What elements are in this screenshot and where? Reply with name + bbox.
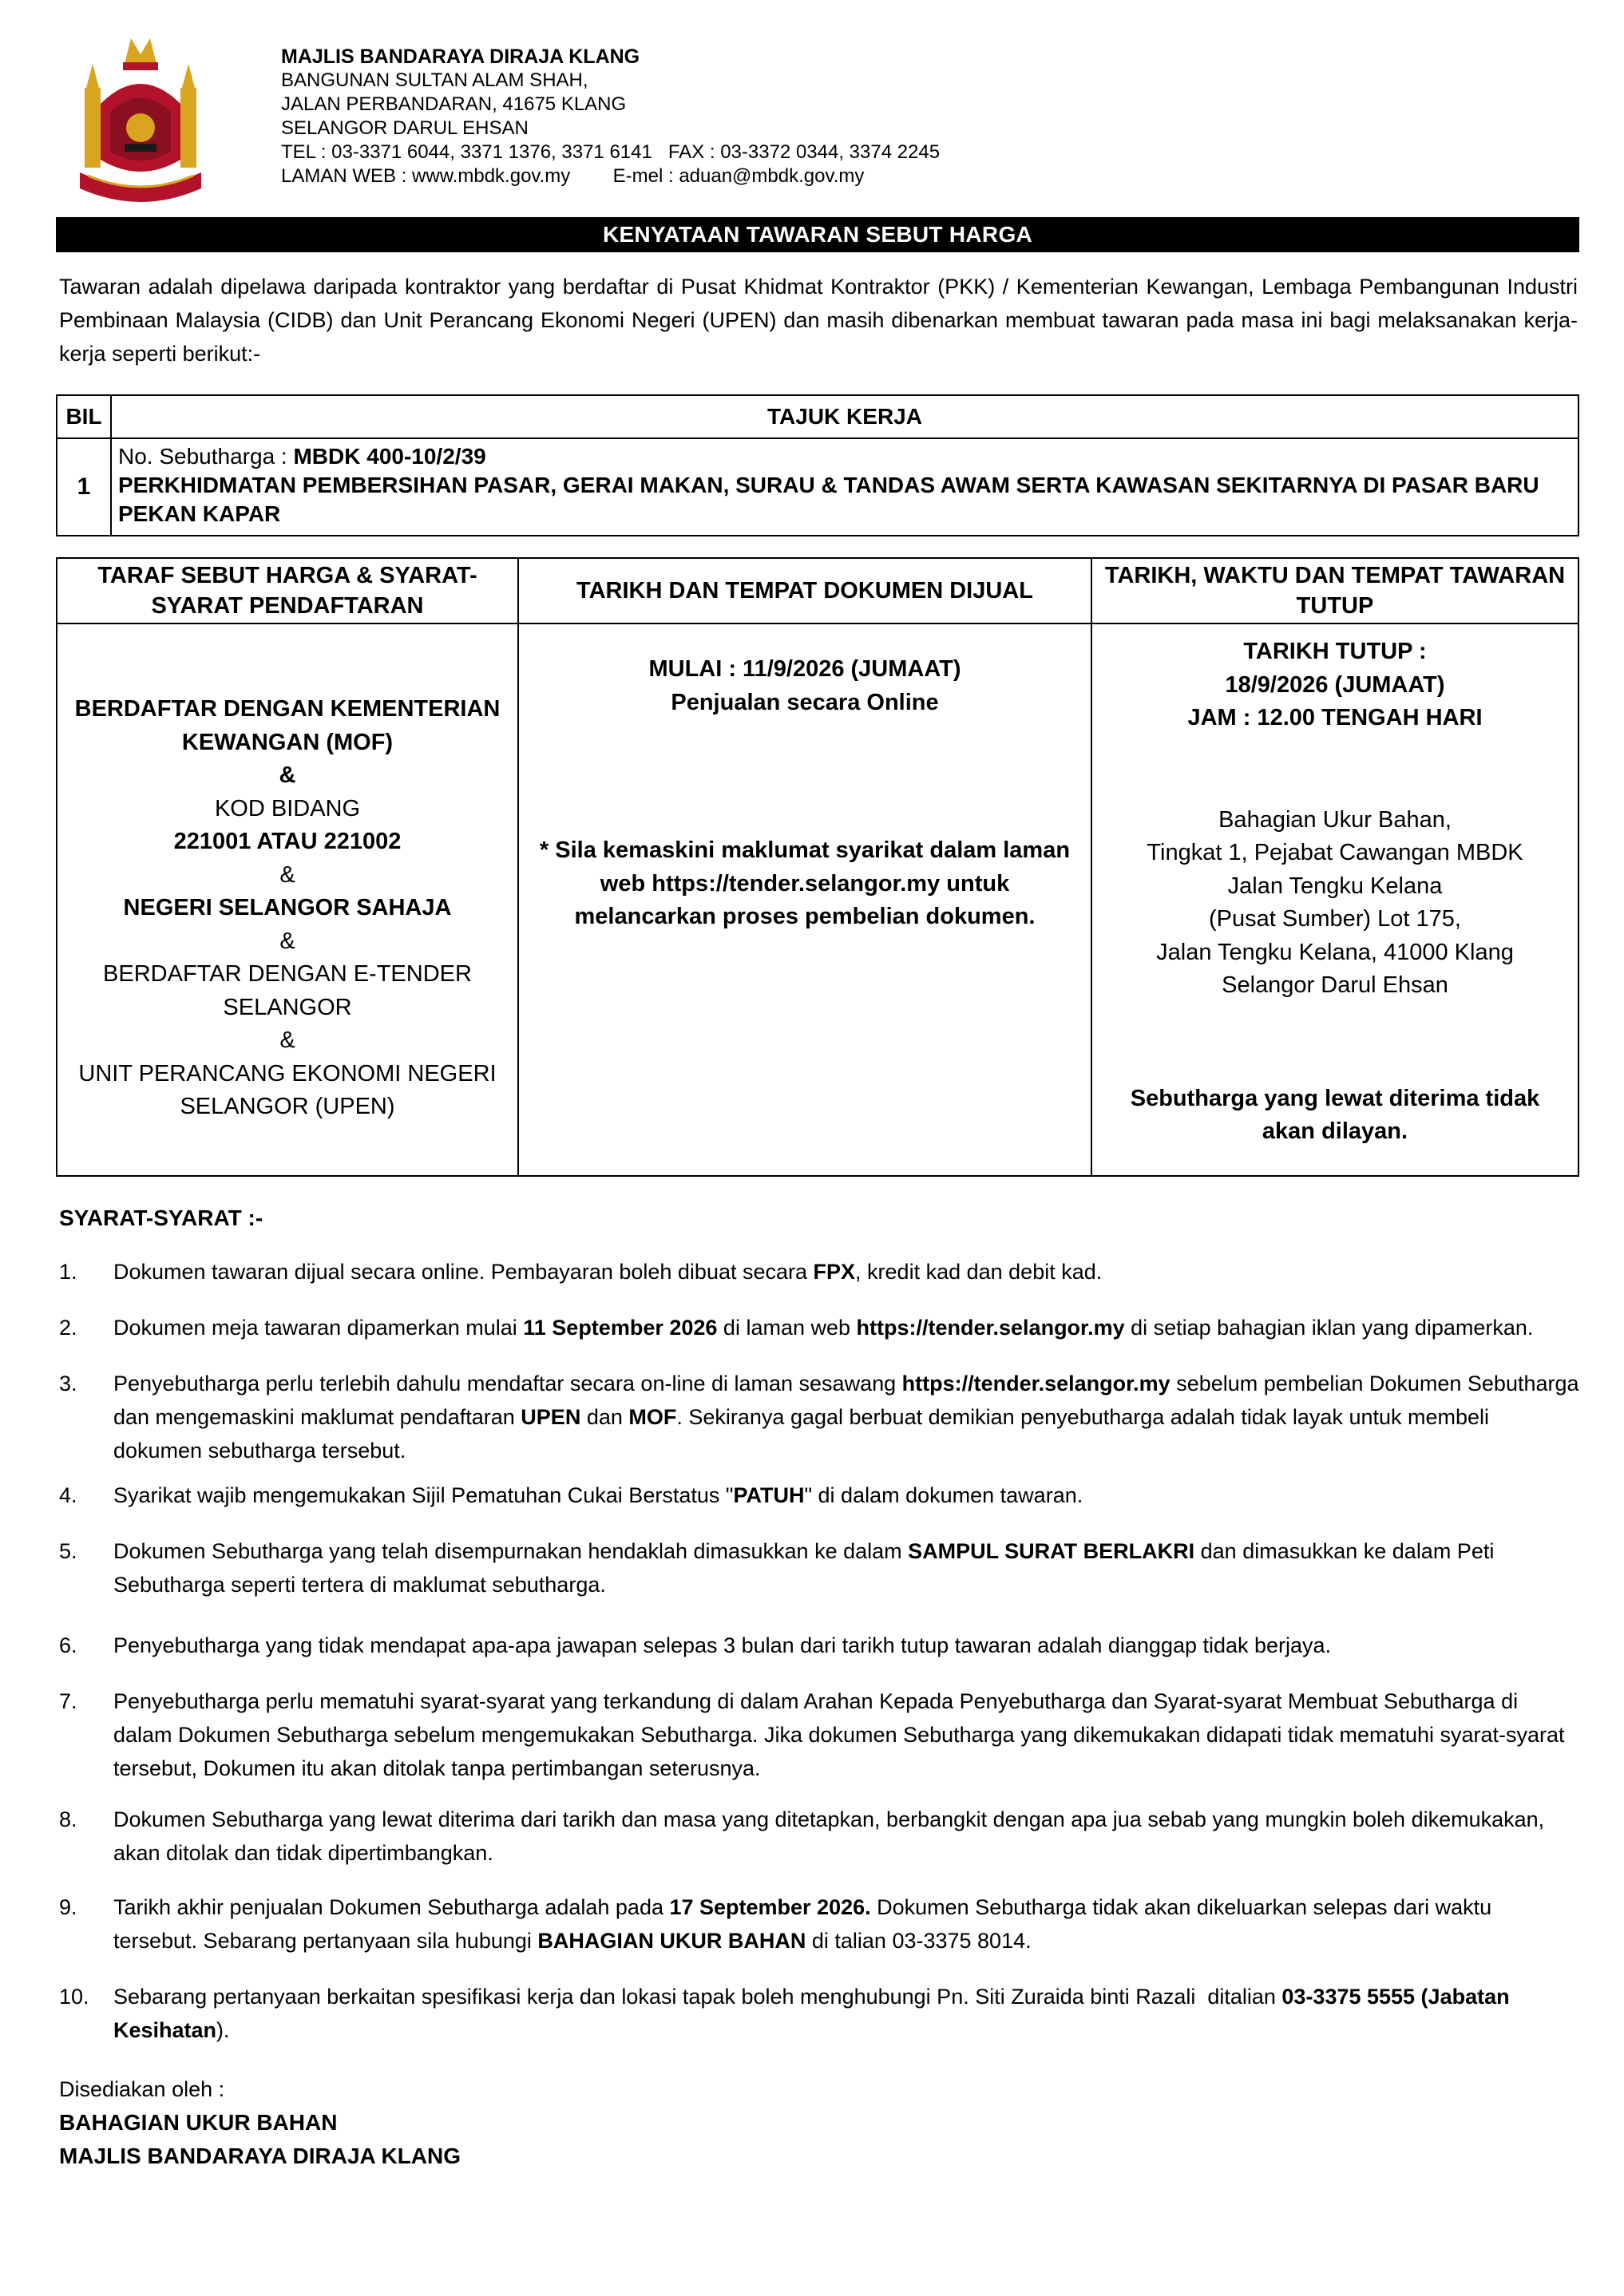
condition-text: [113, 1684, 1581, 1785]
condition-emphasis: PATUH: [733, 1483, 805, 1507]
condition-number: 2.: [59, 1316, 77, 1340]
header-registration: TARAF SEBUT HARGA & SYARAT-SYARAT PENDAFTARAN: [57, 558, 518, 623]
condition-item: [59, 1803, 1581, 1870]
address-line: Bahagian Ukur Bahan,: [1218, 806, 1452, 833]
condition-number: 7.: [59, 1689, 77, 1713]
condition-segment: Dokumen meja tawaran dipamerkan mulai: [113, 1316, 524, 1340]
work-title-table: [56, 394, 1579, 536]
row-number: 1: [57, 438, 111, 536]
phone-fax: TEL : 03-3371 6044, 3371 1376, 3371 6141 FAX : 03-3372 0344, 3374 2245: [281, 141, 941, 163]
closing-address: [1102, 804, 1568, 1003]
amp: &: [279, 1027, 295, 1053]
council-crest-icon: [77, 32, 204, 204]
condition-text: [113, 1255, 1581, 1289]
condition-item: [59, 1534, 1581, 1601]
condition-emphasis: FPX: [813, 1260, 856, 1284]
condition-item: [59, 1684, 1581, 1785]
header-document-sale: TARIKH DAN TEMPAT DOKUMEN DIJUAL: [518, 558, 1091, 623]
reg-kod-value: 221001 ATAU 221002: [173, 829, 402, 854]
intro-paragraph: Tawaran adalah dipelawa daripada kontraktor yang berdaftar di Pusat Khidmat Kontraktor (PKK) / Kementerian Kewangan, Lembaga Pembangunan Industri Pembinaan Malaysia (CIDB) dan Unit Perancang Ekonomi Negeri (UPEN) dan masih dibenarkan membuat tawaran pada masa ini bagi melaksanakan kerja-kerja seperti berikut:-: [59, 275, 1578, 366]
condition-number: 10.: [59, 1985, 89, 2009]
condition-segment: Penyebutharga perlu terlebih dahulu mendaftar secara on-line di laman sesawang: [113, 1372, 902, 1395]
address-line: Jalan Tengku Kelana: [1227, 873, 1443, 899]
condition-segment: . Sekiranya gagal berbuat demikian penyebutharga adalah tidak layak untuk membeli dokumen sebutharga tersebut.: [113, 1405, 1495, 1463]
address-line: Selangor Darul Ehsan: [1222, 972, 1448, 998]
condition-item: [59, 1479, 1581, 1512]
condition-segment: Dokumen tawaran dijual secara online. Pembayaran boleh dibuat secara: [113, 1260, 814, 1284]
condition-segment: , kredit kad dan debit kad.: [855, 1260, 1103, 1284]
closing-date: 18/9/2026 (JUMAAT): [1225, 671, 1445, 698]
condition-item: [59, 1311, 1581, 1344]
condition-segment: Dokumen Sebutharga yang telah disempurnakan hendaklah dimasukkan ke dalam: [113, 1539, 909, 1563]
condition-text: [113, 1803, 1581, 1870]
reg-kod-bidang: KOD BIDANG: [214, 795, 361, 821]
condition-item: [59, 1367, 1586, 1467]
ref-label: No. Sebutharga :: [118, 444, 294, 469]
col-bil-header: BIL: [57, 395, 111, 438]
condition-item: [59, 1890, 1581, 1958]
condition-text: [113, 1629, 1581, 1662]
condition-number: 4.: [59, 1483, 77, 1507]
ref-value: MBDK 400-10/2/39: [293, 444, 486, 469]
condition-segment: Penyebutharga perlu mematuhi syarat-syarat yang terkandung di dalam Arahan Kepada Penyebutharga dan Syarat-syarat Membuat Sebutharga di dalam Dokumen Sebutharga sebelum mengemukakan Sebutharga. Jika dokumen Sebutharga yang dikemukakan didapati tidak mematuhi syarat-syarat tersebut, Dokumen itu akan ditolak tanpa pertimbangan seterusnya.: [113, 1689, 1571, 1780]
web-email: LAMAN WEB : www.mbdk.gov.my E-mel : aduan@mbdk.gov.my: [281, 165, 865, 187]
condition-emphasis: 17 September 2026.: [669, 1895, 871, 1919]
reg-upen: UNIT PERANCANG EKONOMI NEGERI SELANGOR (UPEN): [78, 1060, 497, 1119]
col-tajuk-header: TAJUK KERJA: [111, 395, 1578, 438]
condition-segment: dan: [580, 1405, 629, 1429]
condition-segment: di talian 03-3375 8014.: [806, 1929, 1032, 1953]
condition-segment: Dokumen Sebutharga tidak akan dikeluarkan selepas dari waktu tersebut. Sebarang pertanyaan sila hubungi: [113, 1895, 1498, 1953]
condition-text: [113, 1534, 1581, 1601]
condition-text: [113, 1890, 1581, 1958]
document-sale-cell: [518, 623, 1091, 1176]
notice-banner: KENYATAAN TAWARAN SEBUT HARGA: [56, 217, 1579, 252]
condition-number: 8.: [59, 1807, 77, 1831]
condition-number: 6.: [59, 1633, 77, 1657]
closing-time: JAM : 12.00 TENGAH HARI: [1187, 705, 1483, 730]
condition-emphasis: https://tender.selangor.my: [901, 1372, 1170, 1395]
address-line-1: BANGUNAN SULTAN ALAM SHAH,: [281, 69, 588, 91]
sale-online: Penjualan secara Online: [671, 689, 939, 715]
condition-text: [113, 1479, 1581, 1512]
condition-item: [59, 1629, 1581, 1662]
condition-emphasis: 11 September 2026: [523, 1316, 718, 1340]
address-line-2: JALAN PERBANDARAN, 41675 KLANG: [281, 93, 627, 115]
condition-text: [113, 1980, 1581, 2047]
condition-number: 5.: [59, 1539, 77, 1563]
conditions-title: SYARAT-SYARAT :-: [59, 1205, 263, 1230]
registration-cell: [57, 623, 518, 1176]
condition-item: [59, 1255, 1581, 1289]
condition-segment: " di dalam dokumen tawaran.: [804, 1483, 1083, 1507]
amp: &: [279, 928, 295, 954]
condition-segment: Dokumen Sebutharga yang lewat diterima dari tarikh dan masa yang ditetapkan, berbangkit dengan apa jua sebab yang mungkin boleh dikemukakan, akan ditolak dan tidak dipertimbangkan.: [113, 1807, 1551, 1865]
address-line: (Pusat Sumber) Lot 175,: [1209, 906, 1461, 932]
sale-start: MULAI : 11/9/2026 (JUMAAT): [648, 656, 961, 682]
condition-emphasis: UPEN: [521, 1405, 581, 1429]
quotation-details-table: [56, 557, 1579, 1177]
reg-negeri: NEGERI SELANGOR SAHAJA: [123, 895, 452, 920]
header-closing: TARIKH, WAKTU DAN TEMPAT TAWARAN TUTUP: [1091, 558, 1578, 623]
closing-cell: [1091, 623, 1578, 1176]
condition-segment: Penyebutharga yang tidak mendapat apa-apa jawapan selepas 3 bulan dari tarikh tutup tawaran adalah dianggap tidak berjaya.: [113, 1633, 1332, 1657]
condition-segment: di laman web: [717, 1316, 857, 1340]
amp: &: [279, 861, 295, 888]
condition-segment: Tarikh akhir penjualan Dokumen Sebutharga adalah pada: [113, 1895, 670, 1919]
org-name: MAJLIS BANDARAYA DIRAJA KLANG: [281, 46, 640, 68]
condition-emphasis: 03-3375 5555 (Jabatan Kesihatan: [113, 1985, 1516, 2042]
condition-segment: Sebarang pertanyaan berkaitan spesifikasi kerja dan lokasi tapak boleh menghubungi Pn. Siti Zuraida binti Razali ditalian: [113, 1985, 1282, 2009]
condition-number: 9.: [59, 1895, 77, 1919]
condition-segment: Syarikat wajib mengemukakan Sijil Pematuhan Cukai Berstatus ": [113, 1483, 734, 1507]
letterhead: [281, 45, 940, 188]
condition-emphasis: https://tender.selangor.my: [856, 1316, 1125, 1340]
condition-segment: ).: [216, 2018, 230, 2042]
prepared-dept: BAHAGIAN UKUR BAHAN: [59, 2110, 338, 2135]
reg-mof: BERDAFTAR DENGAN KEMENTERIAN KEWANGAN (MOF): [74, 696, 501, 755]
work-title: PERKHIDMATAN PEMBERSIHAN PASAR, GERAI MAKAN, SURAU & TANDAS AWAM SERTA KAWASAN SEKITARNYA DI PASAR BARU PEKAN KAPAR: [118, 473, 1539, 526]
prepared-org: MAJLIS BANDARAYA DIRAJA KLANG: [59, 2144, 461, 2168]
condition-item: [59, 1980, 1581, 2047]
amp: &: [279, 762, 296, 788]
work-cell: [111, 438, 1578, 536]
closing-label: TARIKH TUTUP :: [1243, 639, 1427, 664]
prepared-label: Disediakan oleh :: [59, 2077, 225, 2101]
reg-etender: BERDAFTAR DENGAN E-TENDER SELANGOR: [103, 961, 472, 1020]
condition-number: 3.: [59, 1372, 77, 1395]
late-notice: Sebutharga yang lewat diterima tidak akan dilayan.: [1130, 1085, 1540, 1144]
condition-emphasis: MOF: [628, 1405, 677, 1429]
condition-emphasis: BAHAGIAN UKUR BAHAN: [537, 1929, 806, 1953]
condition-segment: sebelum pembelian Dokumen Sebutharga dan mengemaskini maklumat pendaftaran: [113, 1372, 1586, 1429]
condition-number: 1.: [59, 1260, 77, 1284]
condition-segment: di setiap bahagian iklan yang dipamerkan.: [1124, 1316, 1534, 1340]
condition-segment: dan dimasukkan ke dalam Peti Sebutharga seperti tertera di maklumat sebutharga.: [113, 1539, 1500, 1597]
address-line: Jalan Tengku Kelana, 41000 Klang: [1156, 939, 1514, 965]
prepared-by: [59, 2072, 461, 2173]
condition-emphasis: SAMPUL SURAT BERLAKRI: [908, 1539, 1195, 1563]
council-logo: [77, 32, 204, 204]
condition-text: [113, 1311, 1581, 1344]
address-line-3: SELANGOR DARUL EHSAN: [281, 117, 529, 139]
condition-text: [113, 1367, 1586, 1467]
address-line: Tingkat 1, Pejabat Cawangan MBDK: [1147, 840, 1523, 865]
sale-note: * Sila kemaskini maklumat syarikat dalam laman web https://tender.selangor.my untuk melancarkan proses pembelian dokumen.: [539, 837, 1071, 929]
